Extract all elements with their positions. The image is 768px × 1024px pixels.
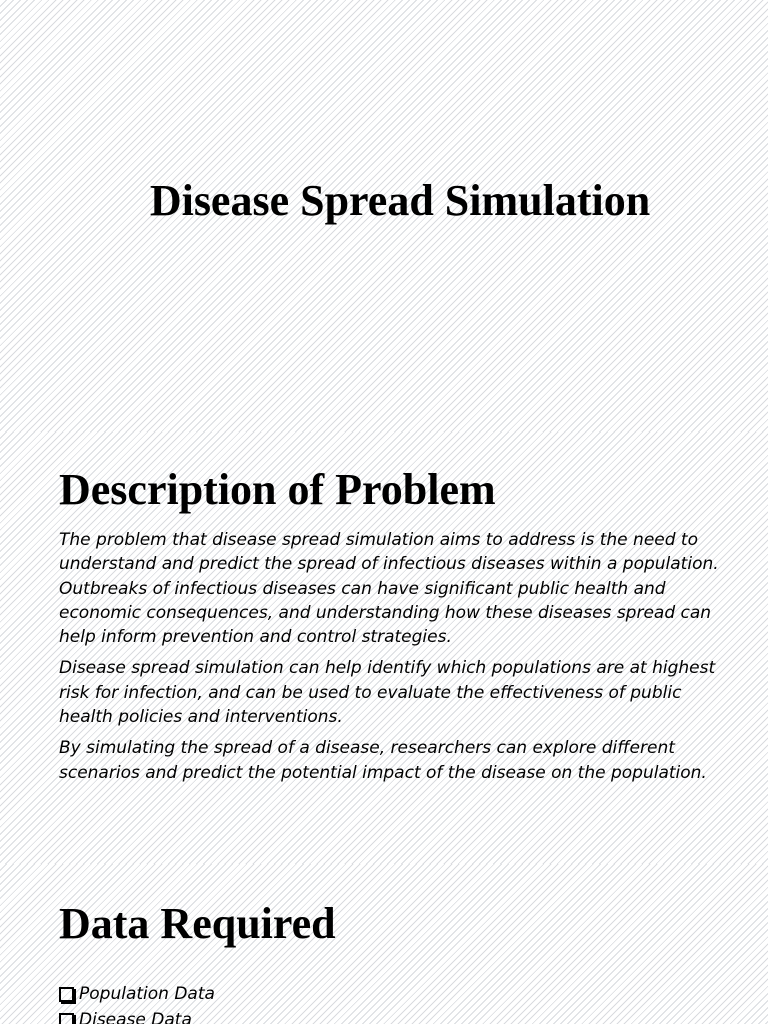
section-title-description: Description of Problem	[59, 465, 496, 514]
section-title-data-required: Data Required	[59, 899, 336, 948]
slide-description	[0, 432, 768, 864]
presentation-title: Disease Spread Simulation	[149, 176, 651, 225]
description-paragraph: The problem that disease spread simulation aims to address is the need to understand and predict the spread of infectious diseases within a population. Outbreaks of infectious diseases can have significant public health and economic consequences, and understanding how these diseases spread can help inform prevention and control strategies.	[59, 530, 719, 648]
data-required-list	[59, 982, 215, 1024]
description-paragraph: By simulating the spread of a disease, researchers can explore different scenarios and predict the potential impact of the disease on the population.	[59, 738, 707, 783]
list-item-label: Population Data	[79, 984, 215, 1004]
checkbox-icon	[59, 987, 74, 1002]
description-body	[59, 528, 719, 792]
list-item-label: Disease Data	[79, 1010, 192, 1024]
checkbox-icon	[59, 1013, 74, 1024]
list-item	[59, 982, 215, 1006]
description-paragraph: Disease spread simulation can help identify which populations are at highest risk for infection, and can be used to evaluate the effectiveness of public health policies and interventions.	[59, 658, 716, 728]
list-item	[59, 1008, 215, 1024]
slide-data-required	[0, 864, 768, 1024]
slide-title	[0, 0, 768, 432]
